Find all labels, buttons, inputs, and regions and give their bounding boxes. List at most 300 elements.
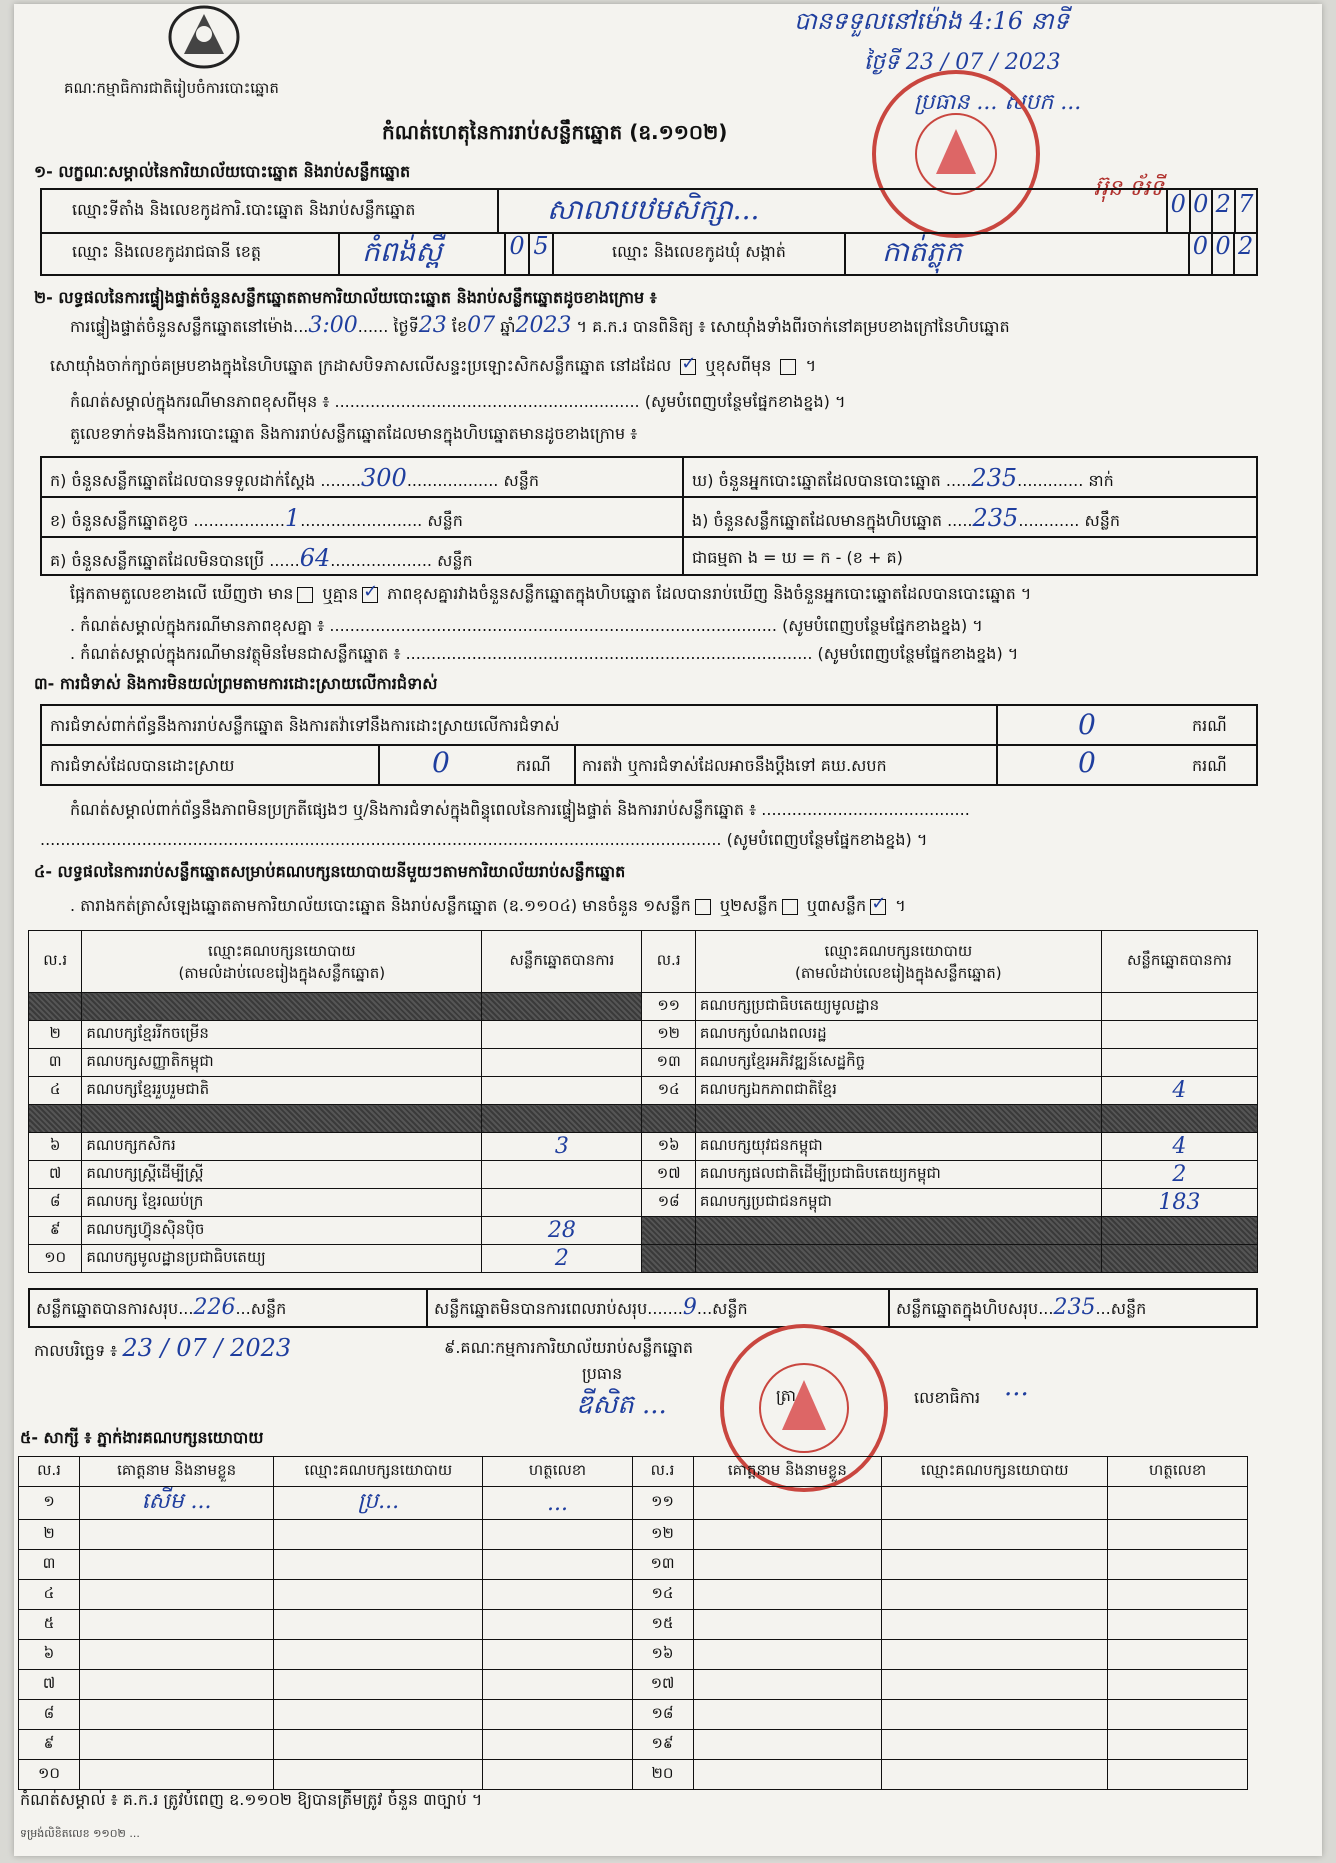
table-row [19, 1700, 1248, 1730]
party-votes-cell [1101, 1245, 1257, 1273]
witness-sign-cell [483, 1520, 632, 1550]
ballots-in-box-label: ង) ចំនួនសន្លឹកឆ្នោតដែលមានក្នុងហិបឆ្នោត [692, 511, 942, 530]
tally-sheet-line: . តារាងកត់ត្រាសំឡេងឆ្នោតតាមការិយាល័យបោះឆ្នោត និងរាប់សន្លឹកឆ្នោត (ឧ.១១០៤) មានចំនួន ១សន្លឹក ឬ២សន្លឹក ឬ៣សន្លឹក✓ ។ [70, 896, 906, 916]
totals-box [28, 1288, 1258, 1328]
witness-party-cell [882, 1760, 1108, 1790]
witness-sign-cell [483, 1670, 632, 1700]
party-no-cell: ៩ [29, 1217, 82, 1245]
witness-no-cell: ៨ [19, 1700, 80, 1730]
party-name-cell: គណបក្ស ខ្មែរឈប់ក្រ [82, 1189, 482, 1217]
table-row [29, 1217, 1258, 1245]
col-votes: សន្លឹកឆ្នោតបានការ [1101, 931, 1257, 993]
party-votes-cell [482, 1049, 642, 1077]
col-no: ល.រ [642, 931, 695, 993]
unused-ballots-row: គ) ចំនួនសន្លឹកឆ្នោតដែលមិនបានប្រើ ......64.................... សន្លឹក [50, 544, 473, 572]
witness-no-cell: ១៦ [632, 1640, 693, 1670]
irregularity-note-label: កំណត់សម្គាល់ពាក់ព័ន្ធនឹងភាពមិនប្រក្រតីផ្សេងៗ ឬ/និងការជំទាស់ក្នុងពិន្ទុពេលនៃការផ្ទៀងផ្ទាត់ និងការរាប់សន្លឹកឆ្នោត ៖ [70, 800, 757, 819]
secretary-signature: ... [1004, 1372, 1029, 1402]
witness-name-cell [693, 1520, 882, 1550]
verification-time-label: ការផ្ទៀងផ្ទាត់ចំនួនសន្លឹកឆ្នោតនៅម៉ោង [70, 317, 294, 336]
date-label: កាលបរិច្ឆេទ ៖ [34, 1341, 118, 1360]
foreign-object-label: កំណត់សម្គាល់ក្នុងករណីមានវត្ថុមិនមែនជាសន្លឹកឆ្នោត ៖ [80, 644, 401, 663]
unused-ballots-label: គ) ចំនួនសន្លឹកឆ្នោតដែលមិនបានប្រើ [50, 551, 265, 570]
spoiled-ballots-row: ខ) ចំនួនសន្លឹកឆ្នោតខូច ..................1........................ សន្លឹក [50, 504, 463, 532]
witness-party-cell [274, 1700, 483, 1730]
secretary-label: លេខាធិការ [914, 1388, 981, 1407]
case-unit: ករណី [1192, 716, 1227, 735]
witness-name-cell [693, 1760, 882, 1790]
station-code-digit: 7 [1234, 190, 1257, 232]
party-name-cell: គណបក្សយុវជនកម្ពុជា [695, 1133, 1101, 1161]
witness-party-cell [882, 1610, 1108, 1640]
party-no-cell: ៦ [29, 1133, 82, 1161]
party-name-cell [695, 1217, 1101, 1245]
chair-label: ប្រធាន [582, 1364, 623, 1383]
seal-check-text: សោយ៉ាំងចាក់ក្បាច់គម្របខាងក្នុងនៃហិបឆ្នោត ក្រដាសបិទភាសលើសន្ទះប្រឡោះសិកសន្លឹកឆ្នោត នៅដដែល [50, 356, 672, 375]
unit-label: សន្លឹក [250, 1299, 287, 1318]
voters-value: 235 [971, 464, 1018, 492]
discrepancy-text: ភាពខុសគ្នារវាងចំនួនសន្លឹកឆ្នោតក្នុងហិបឆ្នោត ដែលបានរាប់ឃើញ និងចំនួនអ្នកបោះឆ្នោតដែលបានបោះឆ្នោត ។ [387, 584, 1032, 603]
party-votes-cell [482, 1021, 642, 1049]
witness-no-cell: ៤ [19, 1580, 80, 1610]
receipt-time-note: បានទទួលនៅម៉ោង 4:16 នាទី [794, 7, 1069, 35]
voters-row: ឃ) ចំនួនអ្នកបោះឆ្នោតដែលបានបោះឆ្នោត .....235............. នាក់ [692, 464, 1114, 492]
party-votes-cell: 3 [482, 1133, 642, 1161]
form-title: កំណត់ហេតុនៃការរាប់សន្លឹកឆ្នោត (ឧ.១១០២) [382, 120, 728, 144]
witness-party-cell [882, 1520, 1108, 1550]
witness-sign-cell [1108, 1580, 1248, 1610]
party-no-cell: ១៨ [642, 1189, 695, 1217]
table-row [29, 1021, 1258, 1049]
col-party [695, 931, 1101, 993]
party-no-cell: ១០ [29, 1245, 82, 1273]
box-total-row: សន្លឹកឆ្នោតក្នុងហិបសរុប...235...សន្លឹក [896, 1295, 1147, 1320]
province-code-digit: 0 [504, 232, 528, 274]
party-votes-cell: 2 [482, 1245, 642, 1273]
discrepancy-none-label: ឬគ្មាន [322, 584, 359, 603]
valid-total-row: សន្លឹកឆ្នោតបានការសរុប...226...សន្លឹក [36, 1295, 287, 1320]
received-ballots-row: ក) ចំនួនសន្លឹកឆ្នោតដែលបានទទួលដាក់ស្តែង ........300.................. សន្លឹក [50, 464, 540, 492]
footnote: កំណត់សម្គាល់ ៖ គ.ក.រ ត្រូវបំពេញ ឧ.១១០២ ឱ្យបានត្រឹមត្រូវ ចំនួន ៣ច្បាប់ ។ [20, 1790, 483, 1809]
witness-name-cell [693, 1640, 882, 1670]
unit-label: សន្លឹក [1084, 511, 1120, 530]
party-votes-cell: 2 [1101, 1161, 1257, 1189]
col-party-sub: (តាមលំដាប់លេខរៀងក្នុងសន្លឹកឆ្នោត) [795, 963, 1002, 982]
col-party: ឈ្មោះគណបក្សនយោបាយ [274, 1457, 483, 1487]
table-row [19, 1760, 1248, 1790]
witness-no-cell: ១០ [19, 1760, 80, 1790]
case-unit: ករណី [1192, 756, 1227, 775]
witness-party-cell [882, 1487, 1108, 1520]
commune-code [1188, 232, 1256, 274]
col-name: គោត្តនាម និងនាមខ្លួន [79, 1457, 273, 1487]
valid-total-label: សន្លឹកឆ្នោតបានការសរុប [36, 1299, 179, 1318]
witness-party-cell [274, 1610, 483, 1640]
witness-sign-cell [1108, 1730, 1248, 1760]
verification-month-label: ខែ [451, 317, 468, 336]
witness-no-cell: ៧ [19, 1670, 80, 1700]
invalid-total-label: សន្លឹកឆ្នោតមិនបានការពេលរាប់សរុប [434, 1299, 648, 1318]
party-no-cell [642, 1217, 695, 1245]
party-no-cell: ១៣ [642, 1049, 695, 1077]
unit-label: សន្លឹក [712, 1299, 748, 1318]
table-row [29, 1245, 1258, 1273]
station-info-box [40, 188, 1258, 276]
formula-row: ជាធម្មតា ង = ឃ = ក - (ខ + គ) [692, 548, 903, 567]
party-name-cell: គណបក្សខ្មែរអភិវឌ្ឍន៍សេដ្ឋកិច្ច [695, 1049, 1101, 1077]
witness-party-cell [882, 1550, 1108, 1580]
party-results-table [28, 930, 1258, 1273]
witness-party-cell [882, 1670, 1108, 1700]
witness-no-cell: ៥ [19, 1610, 80, 1640]
spoiled-ballots-value: 1 [284, 504, 301, 532]
unit-label: សន្លឹក [427, 511, 463, 530]
receipt-office-note: ប្រធាន ... សបក ... [914, 90, 1082, 115]
appeal-value: 0 [1078, 746, 1096, 779]
table-row [19, 1550, 1248, 1580]
witness-party-cell [274, 1670, 483, 1700]
foreign-object-note: . កំណត់សម្គាល់ក្នុងករណីមានវត្ថុមិនមែនជាសន្លឹកឆ្នោត ៖ ................................................................................ (សូមបំពេញបន្ថែមផ្នែកខាងខ្នង) ។ [70, 644, 1019, 663]
table-row [19, 1730, 1248, 1760]
party-name-cell [82, 1105, 482, 1133]
province-value: កំពង់ស្ពឺ [362, 235, 442, 268]
province-label: ឈ្មោះ និងលេខកូដរាជធានី ខេត្ត [72, 242, 262, 261]
party-votes-cell: 4 [1101, 1077, 1257, 1105]
witness-sign-cell [1108, 1487, 1248, 1520]
verification-line: ការផ្ទៀងផ្ទាត់ចំនួនសន្លឹកឆ្នោតនៅម៉ោង...3:00...... ថ្ងៃទី23 ខែ07 ឆ្នាំ2023 ។ គ.ក.រ បានពិនិត្យ ៖ សោយ៉ាំងទាំងពីរចាក់នៅគម្របខាងក្រៅនៃហិបឆ្នោត [70, 313, 1010, 338]
table-row [29, 1161, 1258, 1189]
witness-party-cell [882, 1700, 1108, 1730]
witness-party-cell [274, 1550, 483, 1580]
col-party: ឈ្មោះគណបក្សនយោបាយ [882, 1457, 1108, 1487]
verification-month-value: 07 [467, 313, 496, 338]
receipt-officer-name: អ៊ុន ទ័រទី [1094, 176, 1164, 201]
seal-check-line: សោយ៉ាំងចាក់ក្បាច់គម្របខាងក្នុងនៃហិបឆ្នោត ក្រដាសបិទភាសលើសន្ទះប្រឡោះសិកសន្លឹកឆ្នោត នៅដដែល ✓ ឬខុសពីមុន ។ [50, 356, 816, 376]
verification-line-end: ។ គ.ក.រ បានពិនិត្យ ៖ សោយ៉ាំងទាំងពីរចាក់នៅគម្របខាងក្រៅនៃហិបឆ្នោត [576, 317, 1010, 336]
party-votes-cell [1101, 993, 1257, 1021]
appeal-label: ការតវ៉ា ឬការជំទាស់ដែលអាចនឹងប្តឹងទៅ គឃ.សបក [582, 756, 887, 775]
party-votes-cell [482, 993, 642, 1021]
witness-name-cell [79, 1640, 273, 1670]
witness-no-cell: ១៣ [632, 1550, 693, 1580]
witness-no-cell: ១៤ [632, 1580, 693, 1610]
witness-name-cell [693, 1550, 882, 1580]
changed-checkbox[interactable] [780, 359, 796, 375]
complaints-value: 0 [1078, 708, 1096, 741]
party-name-cell [82, 993, 482, 1021]
party-no-cell: ៤ [29, 1077, 82, 1105]
witness-sign-cell [1108, 1520, 1248, 1550]
station-label: ឈ្មោះទីតាំង និងលេខកូដការិ.បោះឆ្នោត និងរាប់សន្លឹកឆ្នោត [72, 200, 416, 219]
party-votes-cell [1101, 1021, 1257, 1049]
commune-code-digit: 2 [1233, 232, 1256, 274]
two-sheets-checkbox[interactable] [782, 899, 798, 915]
witness-name-cell [693, 1730, 882, 1760]
witness-party-cell [882, 1640, 1108, 1670]
changed-label: ឬខុសពីមុន [705, 356, 772, 375]
party-no-cell: ១៤ [642, 1077, 695, 1105]
station-name-value: សាលាបឋមសិក្សា... [547, 193, 760, 226]
station-code-digit: 2 [1211, 190, 1234, 232]
ballots-in-box-row: ង) ចំនួនសន្លឹកឆ្នោតដែលមានក្នុងហិបឆ្នោត .....235............ សន្លឹក [692, 504, 1120, 532]
witness-sign-cell [483, 1640, 632, 1670]
col-no: ល.រ [29, 931, 82, 993]
province-code [504, 232, 554, 274]
witness-no-cell: ១៨ [632, 1700, 693, 1730]
witness-no-cell: ១២ [632, 1520, 693, 1550]
witness-sign-cell [1108, 1760, 1248, 1790]
received-ballots-value: 300 [361, 464, 407, 492]
party-name-cell: គណបក្សសញ្ញាតិកម្ពុជា [82, 1049, 482, 1077]
resolved-value: 0 [432, 746, 450, 779]
ballots-in-box-value: 235 [972, 504, 1019, 532]
witness-table [18, 1456, 1248, 1790]
table-row [29, 1105, 1258, 1133]
col-party-title: ឈ្មោះគណបក្សនយោបាយ [824, 941, 973, 960]
witness-sign-cell [483, 1700, 632, 1730]
fill-hint: (សូមបំពេញបន្ថែមផ្នែកខាងខ្នង) ។ [782, 616, 983, 635]
party-name-cell: គណបក្សប្រជាជនកម្ពុជា [695, 1189, 1101, 1217]
party-name-cell: គណបក្សខ្មែររួបរួមជាតិ [82, 1077, 482, 1105]
unit-label: នាក់ [1088, 471, 1114, 490]
party-votes-cell [482, 1077, 642, 1105]
commune-label: ឈ្មោះ និងលេខកូដឃុំ សង្កាត់ [612, 242, 786, 261]
resolved-label: ការជំទាស់ដែលបានដោះស្រាយ [50, 756, 235, 775]
unit-label: សន្លឹក [437, 551, 473, 570]
box-total-label: សន្លឹកឆ្នោតក្នុងហិបសរុប [896, 1299, 1039, 1318]
discrepancy-note-label: កំណត់សម្គាល់ក្នុងករណីមានភាពខុសគ្នា ៖ [80, 616, 325, 635]
col-votes: សន្លឹកឆ្នោតបានការ [482, 931, 642, 993]
table-row [19, 1610, 1248, 1640]
difference-note-line: កំណត់សម្គាល់ក្នុងករណីមានភាពខុសពីមុន ៖ ............................................................ (សូមបំពេញបន្ថែមផ្នែកខាងខ្នង) ។ [70, 392, 846, 411]
party-no-cell: ១១ [642, 993, 695, 1021]
commune-code-digit: 0 [1211, 232, 1234, 274]
fill-hint: (សូមបំពេញបន្ថែមផ្នែកខាងខ្នង) ។ [726, 830, 928, 849]
witness-party-cell [274, 1760, 483, 1790]
witness-party-cell [274, 1640, 483, 1670]
station-code-digit: 0 [1189, 190, 1212, 232]
invalid-total-value: 9 [682, 1295, 697, 1320]
party-name-cell: គណបក្សផលជាតិដើម្បីប្រជាធិបតេយ្យកម្ពុជា [695, 1161, 1101, 1189]
col-party [82, 931, 482, 993]
party-votes-cell [1101, 1105, 1257, 1133]
complaints-box [40, 704, 1258, 786]
committee-label: ៩.គណៈកម្មការការិយាល័យរាប់សន្លឹកឆ្នោត [444, 1338, 694, 1357]
witness-sign-cell [1108, 1610, 1248, 1640]
figures-intro: តួលេខទាក់ទងនឹងការបោះឆ្នោត និងការរាប់សន្លឹកឆ្នោតដែលមានក្នុងហិបឆ្នោតមានដូចខាងក្រោម ៖ [70, 424, 638, 443]
committee-name: គណៈកម្មាធិការជាតិរៀបចំការបោះឆ្នោត [64, 79, 279, 97]
witness-name-cell [693, 1580, 882, 1610]
witness-name-cell: សើម ... [79, 1487, 273, 1520]
party-name-cell: គណបក្សហ៊្វុនស៊ិនប៉ិច [82, 1217, 482, 1245]
witness-party-cell [882, 1730, 1108, 1760]
party-no-cell: ៧ [29, 1161, 82, 1189]
witness-name-cell [79, 1550, 273, 1580]
witness-party-cell [274, 1580, 483, 1610]
table-row [19, 1520, 1248, 1550]
verification-year-label: ឆ្នាំ [500, 317, 516, 336]
party-name-cell: គណបក្សឯកភាពជាតិខ្មែរ [695, 1077, 1101, 1105]
party-name-cell: គណបក្សប្រជាធិបតេយ្យមូលដ្ឋាន [695, 993, 1101, 1021]
witness-sign-cell [1108, 1700, 1248, 1730]
witness-sign-cell [483, 1760, 632, 1790]
table-row [29, 1077, 1258, 1105]
col-party-sub: (តាមលំដាប់លេខរៀងក្នុងសន្លឹកឆ្នោត) [178, 963, 386, 982]
party-name-cell: គណបក្សមូលដ្ឋានប្រជាធិបតេយ្យ [82, 1245, 482, 1273]
three-sheets-checkbox[interactable] [870, 899, 886, 915]
form-footer: ទម្រង់លិខិតលេខ ១១០២ ... [20, 1827, 140, 1840]
witness-no-cell: ៣ [19, 1550, 80, 1580]
witness-no-cell: ១៧ [632, 1670, 693, 1700]
figures-box [40, 456, 1258, 576]
party-no-cell: ១៦ [642, 1133, 695, 1161]
witness-no-cell: ១១ [632, 1487, 693, 1520]
party-name-cell [695, 1245, 1101, 1273]
verification-year-value: 2023 [515, 313, 572, 338]
irregularity-note: កំណត់សម្គាល់ពាក់ព័ន្ធនឹងភាពមិនប្រក្រតីផ្សេងៗ ឬ/និងការជំទាស់ក្នុងពិន្ទុពេលនៃការផ្ទៀងផ្ទាត់ និងការរាប់សន្លឹកឆ្នោត ៖ ......................................... [70, 800, 970, 819]
witness-party-cell [274, 1730, 483, 1760]
col-sign: ហត្ថលេខា [483, 1457, 632, 1487]
party-votes-cell [482, 1105, 642, 1133]
province-code-digit: 5 [528, 232, 554, 274]
date-value: 23 / 07 / 2023 [122, 1334, 292, 1362]
table-row [19, 1670, 1248, 1700]
party-no-cell [642, 1105, 695, 1133]
section1-heading: ១- លក្ខណៈសម្គាល់នៃការិយាល័យបោះឆ្នោត និងរាប់សន្លឹកឆ្នោត [34, 162, 411, 181]
witness-no-cell: ៦ [19, 1640, 80, 1670]
witness-name-cell [79, 1760, 273, 1790]
party-votes-cell: 183 [1101, 1189, 1257, 1217]
section2-heading: ២- លទ្ធផលនៃការផ្ទៀងផ្ទាត់ចំនួនសន្លឹកឆ្នោតតាមការិយាល័យបោះឆ្នោត និងរាប់សន្លឹកឆ្នោតដូចខាងក្រោម ៖ [34, 288, 657, 307]
witness-no-cell: ១ [19, 1487, 80, 1520]
commune-value: កាត់ភ្លុក [882, 235, 962, 268]
witness-sign-cell: ... [483, 1487, 632, 1520]
witness-no-cell: ៩ [19, 1730, 80, 1760]
witness-name-cell [693, 1700, 882, 1730]
table-row [29, 1189, 1258, 1217]
party-votes-cell [1101, 1049, 1257, 1077]
voters-label: ឃ) ចំនួនអ្នកបោះឆ្នោតដែលបានបោះឆ្នោត [692, 471, 941, 490]
section4-heading: ៤- លទ្ធផលនៃការរាប់សន្លឹកឆ្នោតសម្រាប់គណបក្សនយោបាយនីមួយៗតាមការិយាល័យរាប់សន្លឹកឆ្នោត [34, 862, 626, 881]
witness-name-cell [693, 1610, 882, 1640]
national-emblem-icon [164, 4, 244, 70]
discrepancy-has-label: ផ្អែកតាមតួលេខខាងលើ ឃើញថា មាន [70, 584, 294, 603]
discrepancy-note: . កំណត់សម្គាល់ក្នុងករណីមានភាពខុសគ្នា ៖ ........................................................................................ (សូមបំពេញបន្ថែមផ្នែកខាងខ្នង) ។ [70, 616, 983, 635]
table-row [29, 993, 1258, 1021]
party-name-cell: គណបក្សបំណងពលរដ្ឋ [695, 1021, 1101, 1049]
station-code-digit: 0 [1166, 190, 1189, 232]
unused-ballots-value: 64 [299, 544, 331, 572]
party-votes-cell [482, 1189, 642, 1217]
irregularity-note-cont: ...................................................................................................................................... (សូមបំពេញបន្ថែមផ្នែកខាងខ្នង) ។ [40, 830, 928, 849]
one-sheet-checkbox[interactable] [695, 899, 711, 915]
col-sign: ហត្ថលេខា [1108, 1457, 1248, 1487]
witness-sign-cell [1108, 1670, 1248, 1700]
table-row [19, 1487, 1248, 1520]
table-row [19, 1640, 1248, 1670]
witness-name-cell [79, 1580, 273, 1610]
unit-label: សន្លឹក [1110, 1299, 1147, 1318]
witness-sign-cell [483, 1610, 632, 1640]
witness-name-cell [79, 1520, 273, 1550]
party-name-cell: គណបក្សខ្មែររីកចម្រើន [82, 1021, 482, 1049]
witness-name-cell [79, 1730, 273, 1760]
three-sheets-label: ឬ៣សន្លឹក [806, 896, 867, 915]
witness-sign-cell [483, 1580, 632, 1610]
col-name: គោត្តនាម និងនាមខ្លួន [693, 1457, 882, 1487]
party-votes-cell: 4 [1101, 1133, 1257, 1161]
table-row [29, 1049, 1258, 1077]
witness-no-cell: ១៥ [632, 1610, 693, 1640]
ballot-count-form [14, 4, 1322, 1856]
party-no-cell: ២ [29, 1021, 82, 1049]
witness-no-cell: ២ [19, 1520, 80, 1550]
unchanged-checkbox[interactable] [680, 359, 696, 375]
commune-code-digit: 0 [1188, 232, 1211, 274]
date-line [34, 1334, 292, 1362]
section3-heading: ៣- ការជំទាស់ និងការមិនយល់ព្រមតាមការដោះស្រាយលើការជំទាស់ [34, 674, 438, 693]
party-name-cell [695, 1105, 1101, 1133]
table-row [19, 1580, 1248, 1610]
two-sheets-label: ឬ២សន្លឹក [719, 896, 778, 915]
difference-note-label: កំណត់សម្គាល់ក្នុងករណីមានភាពខុសពីមុន ៖ [70, 392, 330, 411]
witness-name-cell [79, 1700, 273, 1730]
witness-party-cell: ប្រ... [274, 1487, 483, 1520]
case-unit: ករណី [516, 756, 551, 775]
col-no: ល.រ [19, 1457, 80, 1487]
party-no-cell [642, 1245, 695, 1273]
witness-party-cell [882, 1580, 1108, 1610]
table-row [29, 1133, 1258, 1161]
party-no-cell: ៣ [29, 1049, 82, 1077]
witness-sign-cell [1108, 1550, 1248, 1580]
receipt-date-note: ថ្ងៃទី 23 / 07 / 2023 [864, 50, 1061, 75]
verification-time-value: 3:00 [308, 313, 358, 338]
box-total-value: 235 [1053, 1295, 1096, 1320]
witness-name-cell [693, 1670, 882, 1700]
party-no-cell [29, 1105, 82, 1133]
party-no-cell [29, 993, 82, 1021]
fill-hint: (សូមបំពេញបន្ថែមផ្នែកខាងខ្នង) ។ [817, 644, 1019, 663]
tally-sheet-text: តារាងកត់ត្រាសំឡេងឆ្នោតតាមការិយាល័យបោះឆ្នោត និងរាប់សន្លឹកឆ្នោត (ឧ.១១០៤) មានចំនួន ១សន្លឹក [80, 896, 691, 915]
station-code [1166, 190, 1256, 232]
section5-heading: ៥- សាក្សី ៖ ភ្នាក់ងារគណបក្សនយោបាយ [20, 1428, 264, 1447]
witness-name-cell [693, 1487, 882, 1520]
witness-no-cell: ២០ [632, 1760, 693, 1790]
chair-signature: ឌីសិត ... [576, 1390, 667, 1420]
party-votes-cell [482, 1161, 642, 1189]
received-ballots-label: ក) ចំនួនសន្លឹកឆ្នោតដែលបានទទួលដាក់ស្តែង [50, 471, 316, 490]
no-discrepancy-checkbox[interactable] [362, 587, 378, 603]
unit-label: សន្លឹក [503, 471, 540, 490]
witness-sign-cell [483, 1550, 632, 1580]
witness-sign-cell [483, 1730, 632, 1760]
discrepancy-line [70, 584, 1031, 604]
witness-sign-cell [1108, 1640, 1248, 1670]
witness-name-cell [79, 1670, 273, 1700]
verification-day-value: 23 [418, 313, 447, 338]
has-discrepancy-checkbox[interactable] [297, 587, 313, 603]
party-no-cell: ១៧ [642, 1161, 695, 1189]
party-no-cell: ១២ [642, 1021, 695, 1049]
party-votes-cell: 28 [482, 1217, 642, 1245]
complaints-label: ការជំទាស់ពាក់ព័ន្ធនឹងការរាប់សន្លឹកឆ្នោត និងការតវ៉ាទៅនឹងការដោះស្រាយលើការជំទាស់ [50, 716, 560, 735]
party-no-cell: ៨ [29, 1189, 82, 1217]
party-votes-cell [1101, 1217, 1257, 1245]
col-no: ល.រ [632, 1457, 693, 1487]
verification-day-label: ថ្ងៃទី [393, 317, 419, 336]
party-name-cell: គណបក្សកសិករ [82, 1133, 482, 1161]
